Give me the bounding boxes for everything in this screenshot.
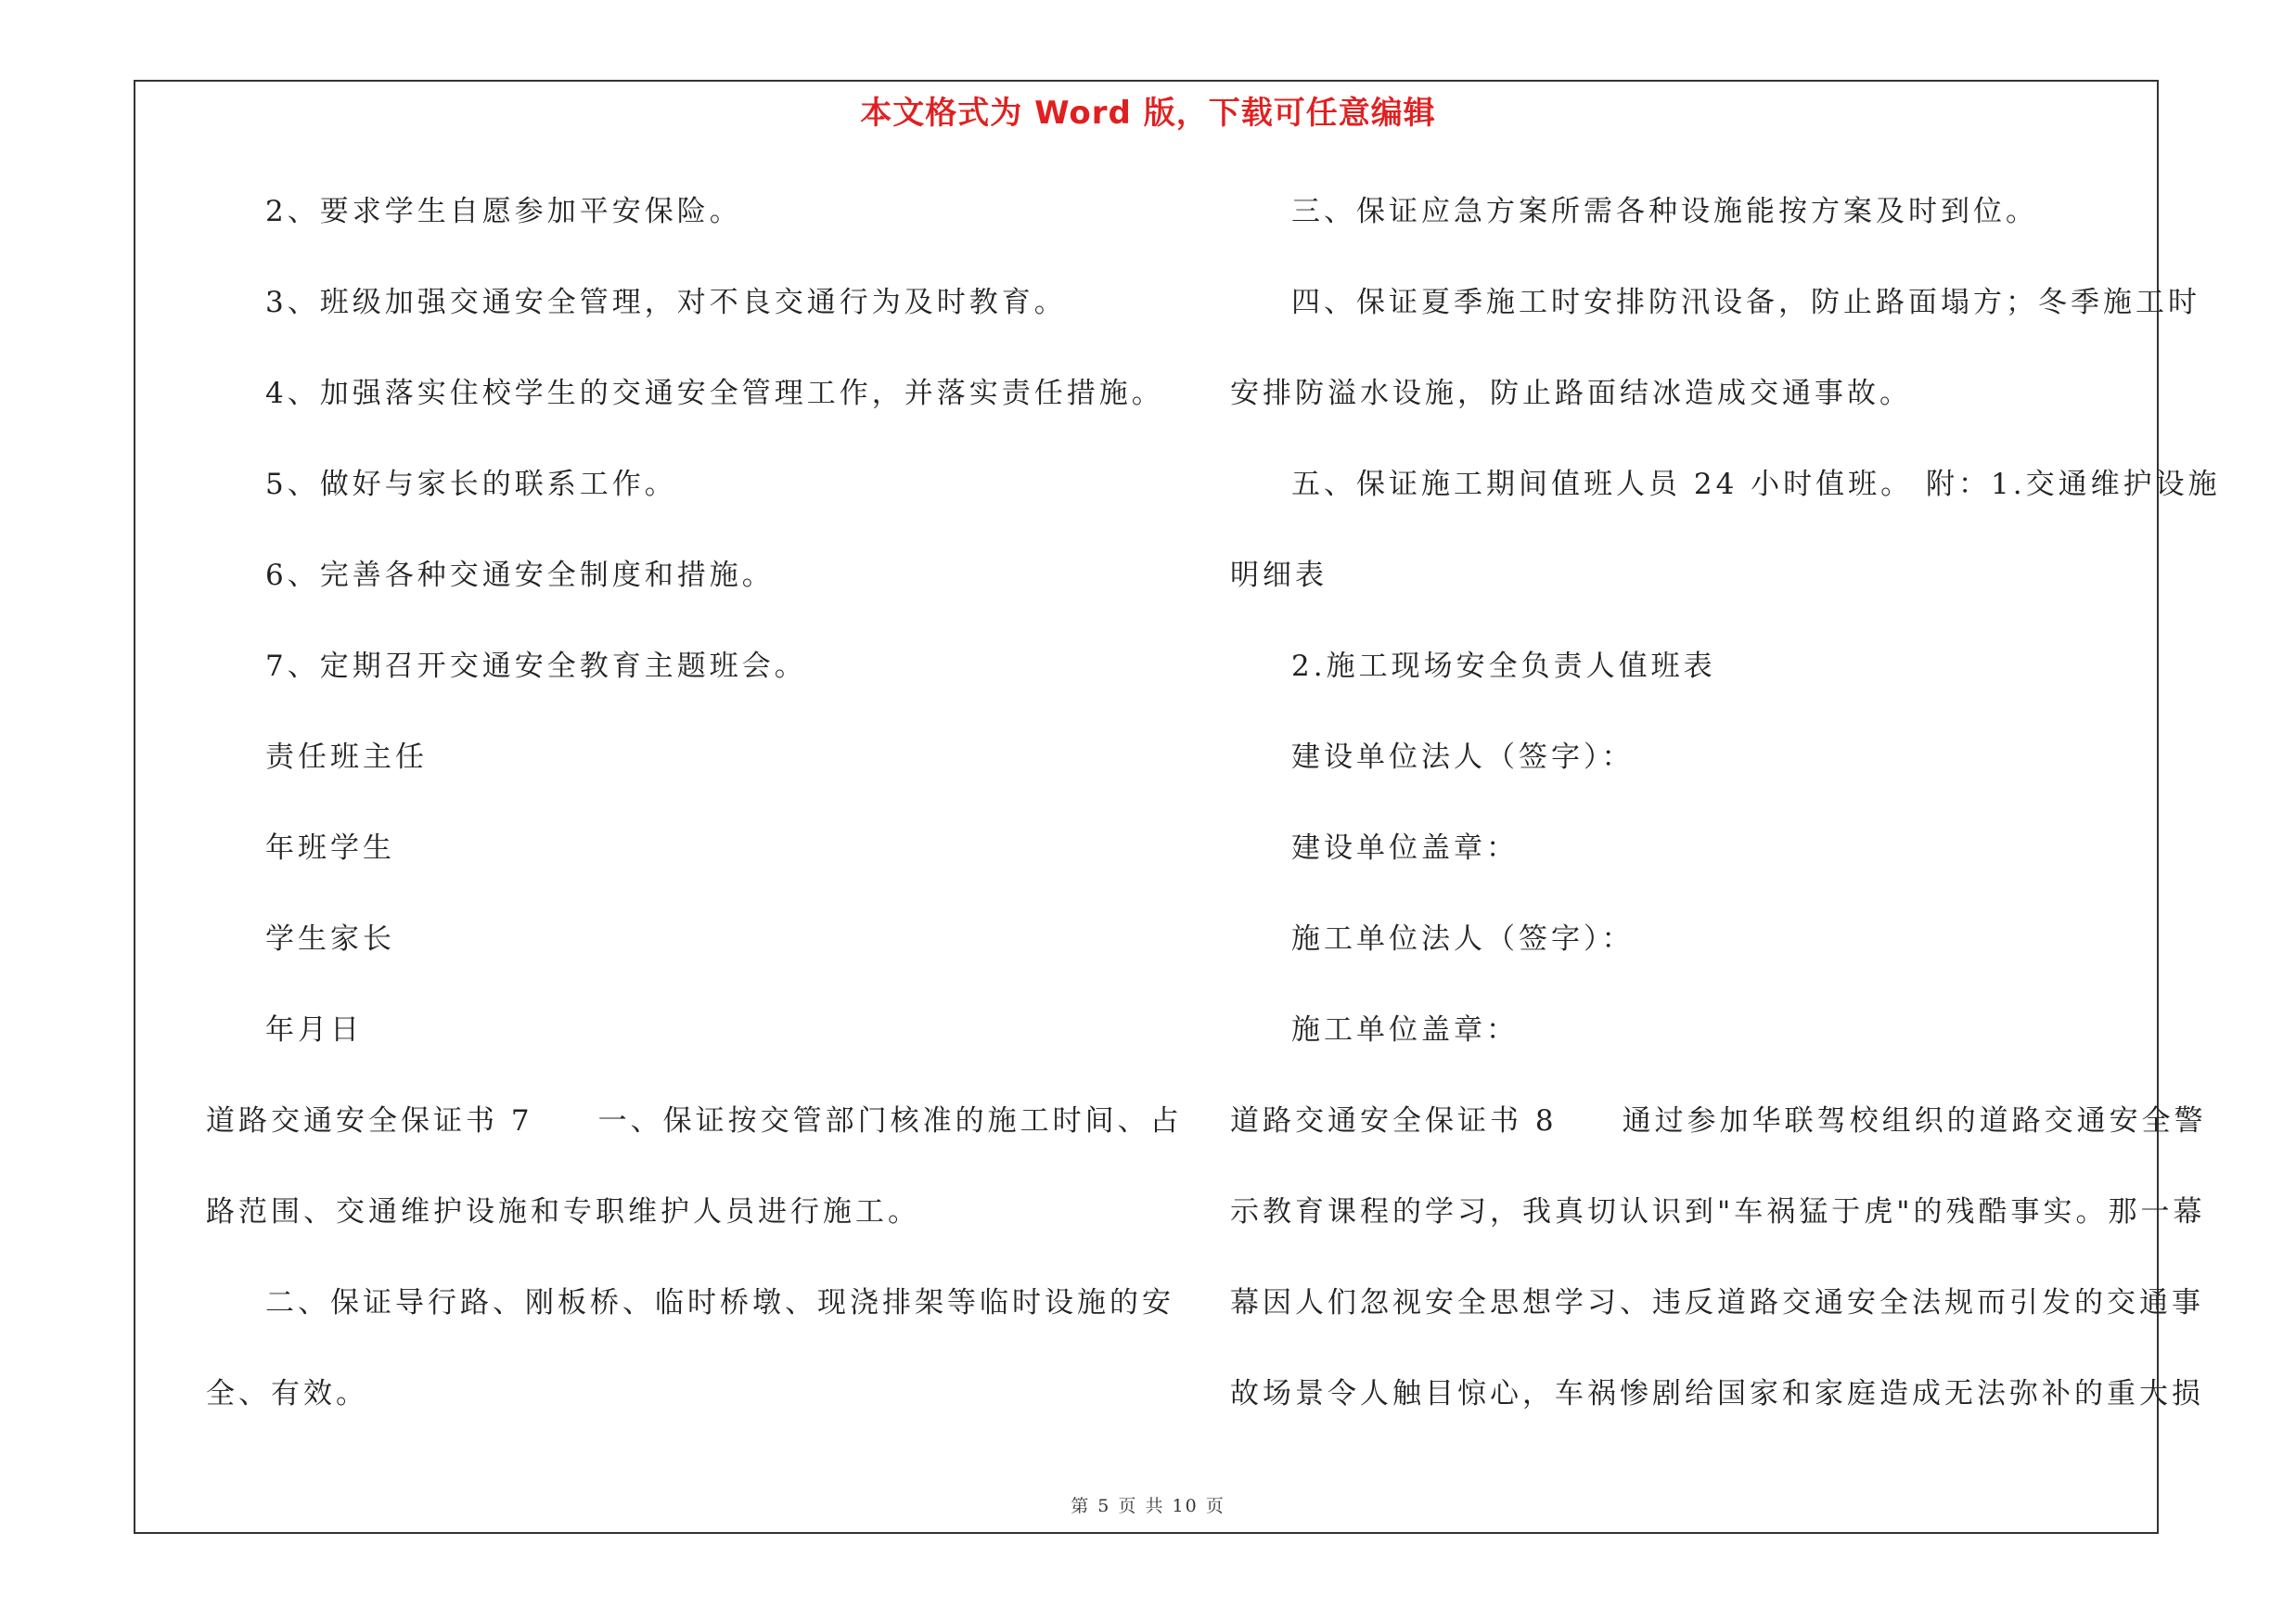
- header-banner: 本文格式为 Word 版，下载可任意编辑: [860, 95, 1436, 132]
- left-line-4: 5、做好与家长的联系工作。: [265, 468, 677, 501]
- left-line-5: 6、完善各种交通安全制度和措施。: [265, 559, 775, 592]
- left-line-1: 2、要求学生自愿参加平安保险。: [265, 195, 742, 228]
- left-line-13: 二、保证导行路、刚板桥、临时桥墩、现浇排架等临时设施的安: [265, 1286, 1174, 1320]
- page-number-footer: 第 5 页 共 10 页: [1071, 1496, 1225, 1516]
- right-line-14: 故场景令人触目惊心，车祸惨剧给国家和家庭造成无法弥补的重大损: [1230, 1377, 2204, 1410]
- left-line-11: 道路交通安全保证书 7 一、保证按交管部门核准的施工时间、占: [206, 1104, 1183, 1138]
- right-line-11: 道路交通安全保证书 8 通过参加华联驾校组织的道路交通安全警: [1230, 1104, 2207, 1138]
- right-line-2: 四、保证夏季施工时安排防汛设备，防止路面塌方；冬季施工时: [1291, 286, 2200, 319]
- right-line-3: 安排防溢水设施，防止路面结冰造成交通事故。: [1230, 377, 1912, 410]
- left-line-14: 全、有效。: [206, 1377, 368, 1410]
- right-line-6: 2.施工现场安全负责人值班表: [1291, 650, 1716, 683]
- right-line-1: 三、保证应急方案所需各种设施能按方案及时到位。: [1291, 195, 2038, 228]
- right-line-5: 明细表: [1230, 559, 1328, 592]
- right-line-12: 示教育课程的学习，我真切认识到"车祸猛于虎"的残酷事实。那一幕: [1230, 1195, 2206, 1229]
- left-line-7: 责任班主任: [265, 741, 428, 774]
- right-line-9: 施工单位法人（签字）：: [1291, 922, 1635, 956]
- left-line-9: 学生家长: [265, 922, 395, 956]
- left-line-12: 路范围、交通维护设施和专职维护人员进行施工。: [206, 1195, 920, 1229]
- left-line-2: 3、班级加强交通安全管理，对不良交通行为及时教育。: [265, 286, 1067, 319]
- left-line-3: 4、加强落实住校学生的交通安全管理工作，并落实责任措施。: [265, 377, 1164, 410]
- left-line-6: 7、定期召开交通安全教育主题班会。: [265, 650, 807, 683]
- right-line-8: 建设单位盖章：: [1291, 831, 1519, 865]
- right-line-7: 建设单位法人（签字）：: [1291, 741, 1635, 774]
- right-line-13: 幕因人们忽视安全思想学习、违反道路交通安全法规而引发的交通事: [1230, 1286, 2204, 1320]
- left-line-8: 年班学生: [265, 831, 395, 865]
- left-line-10: 年月日: [265, 1013, 363, 1047]
- right-line-4: 五、保证施工期间值班人员 24 小时值班。 附：1.交通维护设施: [1291, 468, 2221, 501]
- right-line-10: 施工单位盖章：: [1291, 1013, 1519, 1047]
